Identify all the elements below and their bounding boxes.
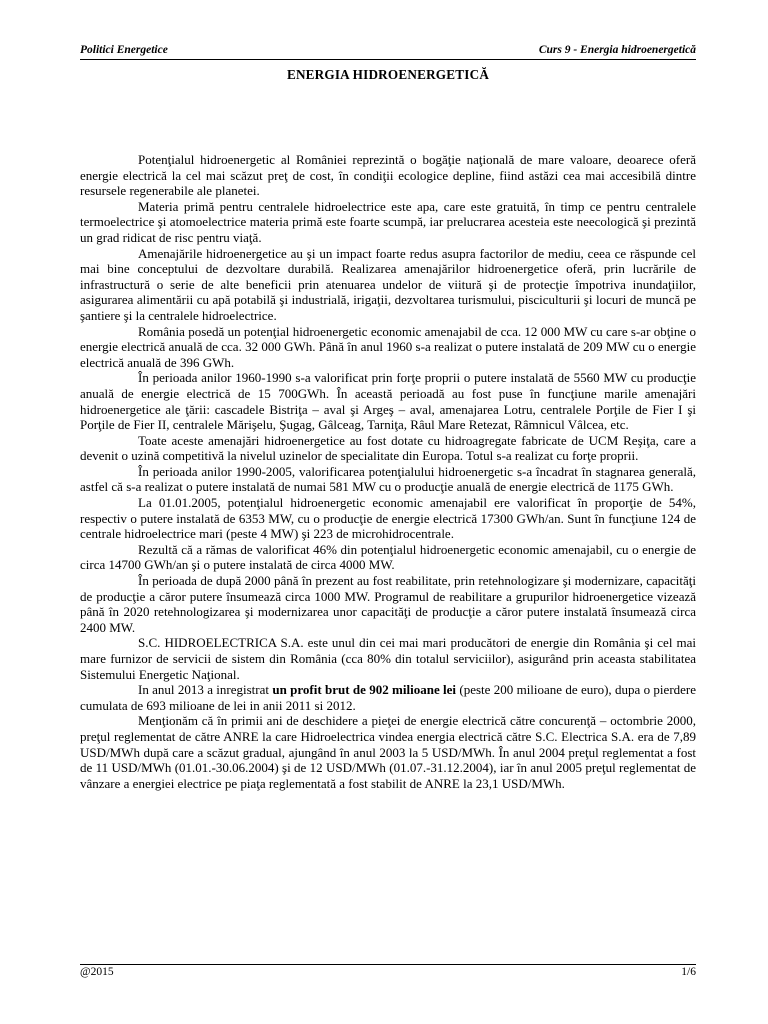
document-title: ENERGIA HIDROENERGETICĂ	[286, 67, 490, 82]
paragraph-9: Rezultă că a rămas de valorificat 46% din potenţialul hidroenergetic economic amenajabil, cu o energie de circa 14700 GWh/an şi o putere instalată de circa 4000 MW.	[80, 541, 696, 573]
page-number: 1/6	[681, 966, 696, 978]
header-divider	[80, 59, 696, 60]
footer-divider	[80, 964, 696, 965]
profit-highlight: un profit brut de 902 milioane lei	[272, 682, 457, 698]
document-body	[80, 152, 696, 791]
paragraph-1: Potenţialul hidroenergetic al României reprezintă o bogăţie naţională de mare valoare, deoarece oferă energie electrică la cel mai scăzut preţ de cost, în condiţii ecologice depline, fiind astăzi cea mai accesibilă dintre resursele regenerabile ale planetei.	[80, 152, 696, 199]
page-header	[80, 44, 696, 58]
header-course-title: Politici Energetice	[80, 44, 168, 56]
footer-copyright: @2015	[80, 966, 114, 978]
paragraph-10: În perioada de după 2000 până în prezent au fost reabilitate, prin retehnologizare şi modernizare, capacităţi de producţie a căror putere însumează circa 1000 MW. Programul de reabilitare a grupurilor hidroenergetice vizează până în 2020 retehnologizarea şi modernizarea unor capacităţi de producţie a căror putere instalată însumează circa 2400 MW.	[80, 573, 696, 635]
profit-text-post: (peste 200 milioane de euro), dupa o pierdere cumulata de 693 milioane de lei in anii 2011 si 2012.	[80, 682, 697, 713]
paragraph-13: Menţionăm că în primii ani de deschidere a pieţei de energie electrică către concurenţă – octombrie 2000, preţul reglementat de către ANRE la care Hidroelectrica vindea energia electrică către S.C. Electrica S.A. era de 7,89 USD/MWh după care a scăzut gradual, ajungând în anul 2003 la 5 USD/MWh. În anul 2004 preţul reglementat a fost de 11 USD/MWh (01.01.-30.06.2004) şi de 12 USD/MWh (01.07.-31.12.2004), iar în anul 2005 preţul reglementat de vânzare a energiei electrice pe piaţa reglementată a fost stabilit de ANRE la 23,1 USD/MWh.	[80, 713, 696, 791]
paragraph-3: Amenajările hidroenergetice au şi un impact foarte redus asupra factorilor de mediu, ceea ce răspunde cel mai bine conceptului de dezvoltare durabilă. Realizarea amenajărilor hidroenergetice oferă, prin lucrările de infrastructură o serie de alte beneficii prin atenuarea undelor de viitură şi de protecţie împotriva inundaţiilor, asigurarea alimentării cu apă potabilă şi industrială, irigaţii, dezvoltarea turismului, pisciculturii şi locuri de muncă pe şantiere şi la centralele hidroelectrice.	[80, 245, 696, 323]
profit-text-pre: In anul 2013 a inregistrat	[138, 682, 273, 698]
header-lecture-title: Curs 9 - Energia hidroenergetică	[538, 44, 696, 56]
paragraph-5: În perioada anilor 1960-1990 s-a valorificat prin forţe proprii o putere instalată de 5560 MW cu producţie anuală de energie electrică de 15 700GWh. În această perioadă au fost puse în funcţiune marile amenajări hidroenergetice ale ţării: cascadele Bistriţa – aval şi Argeş – aval, amenajarea Lotru, centralele Porţile de Fier I şi Porţile de Fier II, centralele Mărişelu, Şugag, Gâlceag, Tarniţa, Râul Mare Retezat, Râmnicul Vâlcea, etc.	[80, 370, 696, 433]
paragraph-7: În perioada anilor 1990-2005, valorificarea potenţialului hidroenergetic s-a încadrat în stagnarea generală, astfel că s-a realizat o putere instalată de numai 581 MW cu o producţie anuală de energie electrică de 1175 GWh.	[80, 463, 696, 495]
paragraph-8: La 01.01.2005, potenţialul hidroenergetic economic amenajabil ere valorificat în proporţie de 54%, respectiv o putere instalată de 6353 MW, cu o producţie de energie electrică 17300 GWh/an. Sunt în funcţiune 124 de centrale hidroelectrice mari (peste 4 MW) şi 223 de microhidrocentrale.	[80, 495, 696, 542]
paragraph-2: Materia primă pentru centralele hidroelectrice este apa, care este gratuită, în timp ce pentru centralele termoelectrice şi atomoelectrice materia primă este foarte scumpă, iar prelucrarea acesteia este neecologică şi prezintă un grad ridicat de risc pentru viaţă.	[80, 198, 696, 245]
paragraph-12	[80, 682, 696, 713]
paragraph-11: S.C. HIDROELECTRICA S.A. este unul din cei mai mari producători de energie din România şi cel mai mare furnizor de servicii de sistem din România (cca 80% din totalul serviciilor), asigurând prin aceasta stabilitatea Sistemului Energetic Naţional.	[80, 635, 696, 682]
paragraph-6: Toate aceste amenajări hidroenergetice au fost dotate cu hidroagregate fabricate de UCM Reşiţa, care a devenit o uzină competitivă la nivelul uzinelor de specialitate din Europa. Totul s-a realizat cu forţe proprii.	[80, 432, 696, 464]
paragraph-4: România posedă un potenţial hidroenergetic economic amenajabil de cca. 12 000 MW cu care s-ar obţine o energie electrică anuală de cca. 32 000 GWh. Până în anul 1960 s-a realizat o putere instalată de 209 MW cu o energie electrică anuală de 396 GWh.	[80, 323, 696, 370]
